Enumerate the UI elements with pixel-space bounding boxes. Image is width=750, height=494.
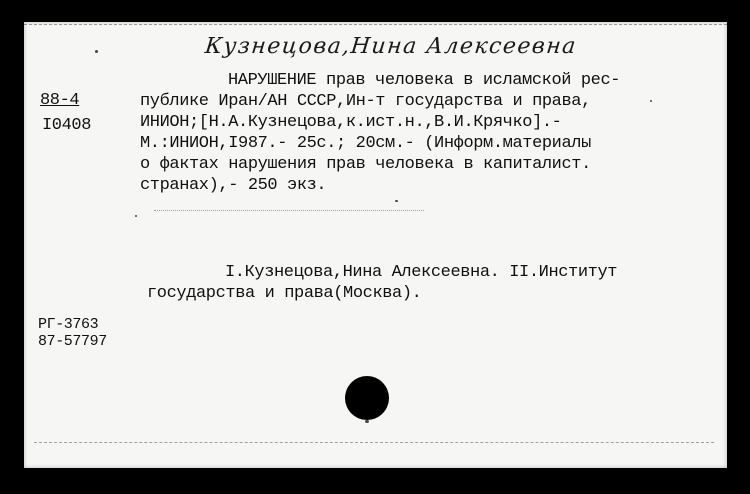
description-line: публике Иран/АН СССР,Ин-т государства и права, <box>140 92 591 111</box>
tracings <box>147 262 617 304</box>
scan-speck <box>365 420 369 423</box>
scan-speck <box>135 215 137 217</box>
rg-number: РГ-3763 <box>38 316 99 333</box>
card-top-edge <box>24 24 727 25</box>
description-line: странах),- 250 экз. <box>140 176 327 195</box>
text-rule <box>154 210 424 211</box>
description-line: ИНИОН;[Н.А.Кузнецова,к.ист.н.,В.И.Крячко].- <box>140 113 562 132</box>
scan-speck <box>650 100 652 102</box>
tracing-line: государства и права(Москва). <box>147 284 422 303</box>
inventory-number: I0408 <box>42 116 92 135</box>
card-bottom-rule <box>34 442 714 443</box>
scan-border-right <box>727 0 750 494</box>
scan-speck <box>95 50 98 53</box>
registry-numbers <box>38 316 107 350</box>
call-number: 88-4 <box>40 91 80 110</box>
bibliographic-description <box>140 70 620 196</box>
punch-hole <box>345 376 389 420</box>
tracing-line: I.Кузнецова,Нина Алексеевна. II.Институт <box>225 263 618 282</box>
accession-number: 87-57797 <box>38 333 107 350</box>
handwritten-author: Кузнецова,Нина Алексеевна <box>203 34 579 59</box>
description-line: НАРУШЕНИЕ прав человека в исламской рес- <box>228 71 621 90</box>
description-line: М.:ИНИОН,I987.- 25с.; 20см.- (Информ.материалы <box>140 134 591 153</box>
scan-speck <box>395 200 398 202</box>
description-line: о фактах нарушения прав человека в капиталист. <box>140 155 591 174</box>
scan-border-left <box>0 0 24 494</box>
